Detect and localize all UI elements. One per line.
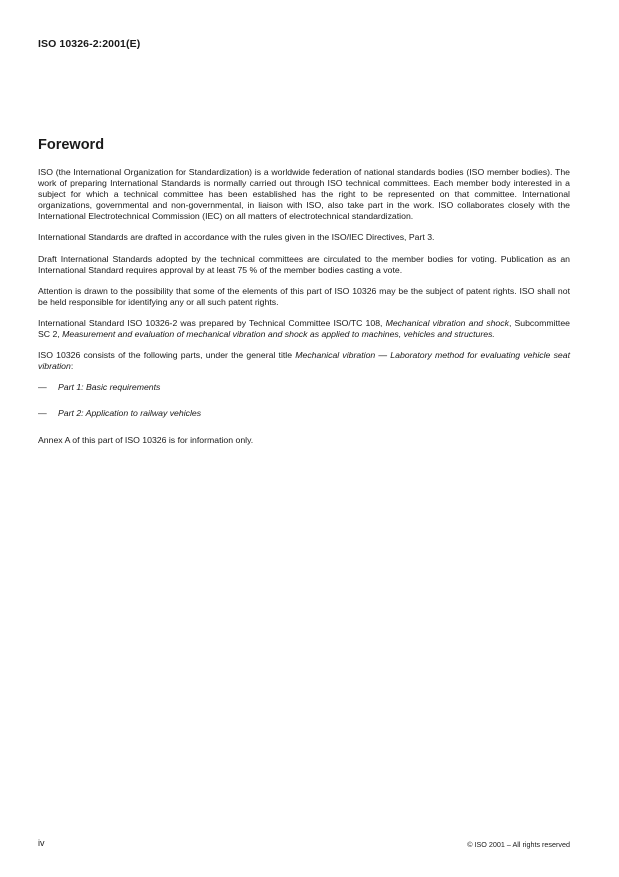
committee-text-1: International Standard ISO 10326-2 was prepared by Technical Committee ISO/TC 108, <box>38 317 386 328</box>
list-dash: — <box>38 408 47 419</box>
part-1-label: Part 1: Basic requirements <box>58 382 161 393</box>
foreword-body <box>38 167 570 456</box>
parts-intro-text: ISO 10326 consists of the following parts, under the general title <box>38 350 296 361</box>
parts-intro-colon: : <box>70 361 74 372</box>
document-identifier: ISO 10326-2:2001(E) <box>38 38 141 50</box>
committee-text-2: , Subcommittee SC 2, <box>38 317 570 340</box>
list-item-part-2 <box>38 408 570 419</box>
copyright-notice: © ISO 2001 – All rights reserved <box>467 840 570 849</box>
list-dash: — <box>38 382 47 393</box>
page-number: iv <box>38 838 45 848</box>
part-2-label: Part 2: Application to railway vehicles <box>58 408 202 419</box>
paragraph-voting: Draft International Standards adopted by the technical committees are circulated to the member bodies for voting. Publication as an International Standard requires approval by at least 75 % of the member bodies casting a vote. <box>38 253 570 275</box>
page-title: Foreword <box>38 137 105 153</box>
paragraph-directives: International Standards are drafted in accordance with the rules given in the ISO/IEC Directives, Part 3. <box>38 232 435 243</box>
subcommittee-title: Measurement and evaluation of mechanical vibration and shock as applied to machines, vehicles and structures. <box>62 329 495 340</box>
paragraph-parts-intro <box>38 350 570 372</box>
paragraph-iso-description: ISO (the International Organization for Standardization) is a worldwide federation of national standards bodies (ISO member bodies). The work of preparing International Standards is normally carried out through ISO technical committees. Each member body interested in a subject for which a technical committee has been established has the right to be represented on that committee. International organizations, governmental and non-governmental, in liaison with ISO, also take part in the work. ISO collaborates closely with the International Electrotechnical Commission (IEC) on all matters of electrotechnical standardization. <box>38 167 570 222</box>
paragraph-patent-rights: Attention is drawn to the possibility that some of the elements of this part of ISO 10326 may be the subject of patent rights. ISO shall not be held responsible for identifying any or all such patent rights. <box>38 285 570 307</box>
list-item-part-1 <box>38 382 570 393</box>
general-title: Mechanical vibration — Laboratory method for evaluating vehicle seat vibration <box>38 350 570 372</box>
committee-title: Mechanical vibration and shock <box>385 317 509 328</box>
paragraph-annex: Annex A of this part of ISO 10326 is for information only. <box>38 434 254 445</box>
paragraph-committee <box>38 318 570 340</box>
